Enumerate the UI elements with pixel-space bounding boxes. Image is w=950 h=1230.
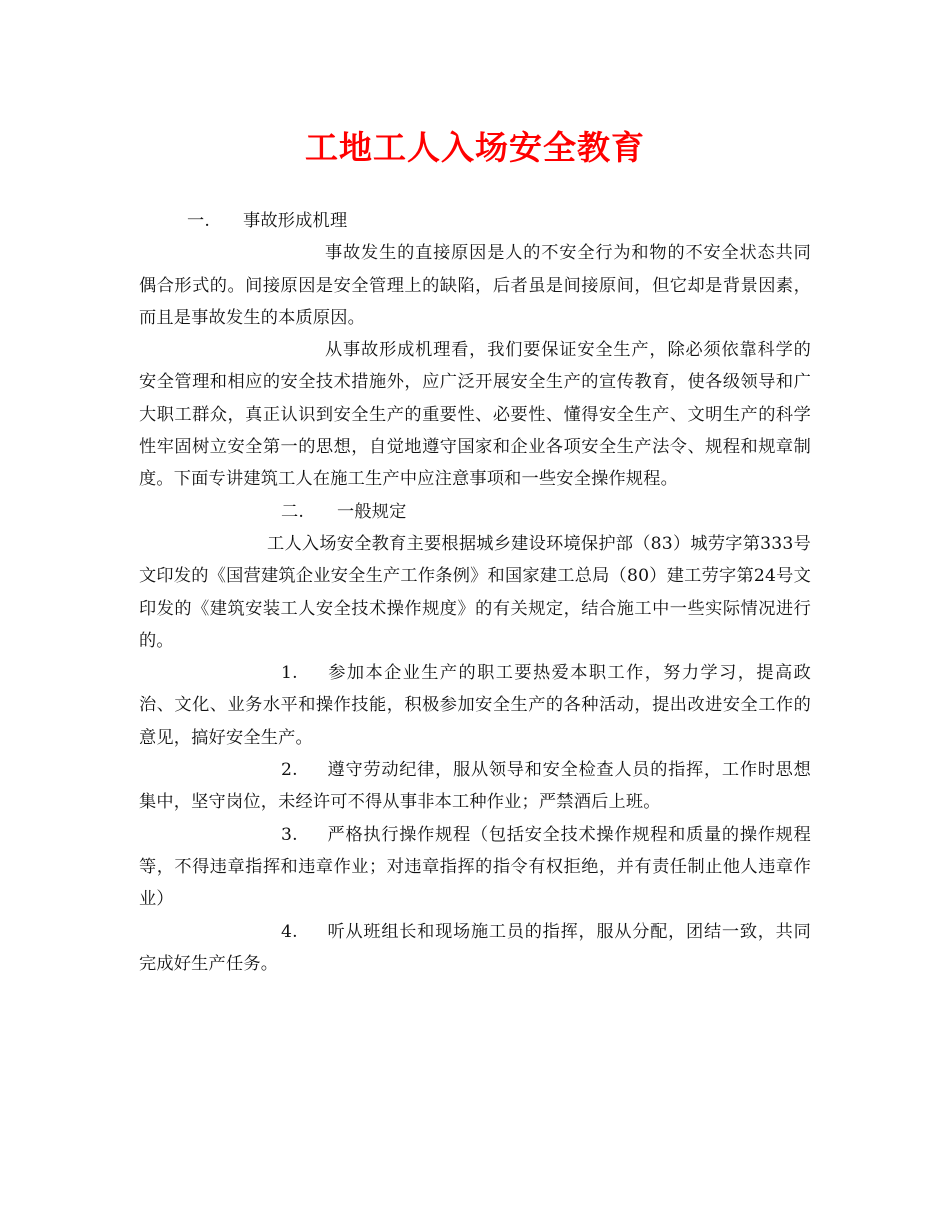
- rule-item-3: [139, 819, 811, 916]
- rule-item-number: 2.: [281, 760, 298, 781]
- rule-item-2: [139, 754, 811, 819]
- section-2-intro: 工人入场安全教育主要根据城乡建设环境保护部（83）城劳字第333号文印发的《国营建筑企业安全生产工作条例》和国家建工总局（80）建工劳字第24号文印发的《建筑安装工人安全技术操作规度》的有关规定，结合施工中一些实际情况进行的。: [139, 533, 811, 651]
- section-1-paragraph-1: 事故发生的直接原因是人的不安全行为和物的不安全状态共同偶合形式的。间接原因是安全管理上的缺陷，后者虽是间接原间，但它却是背景因素，而且是事故发生的本质原因。: [139, 243, 811, 328]
- section-2-number: 二.: [281, 501, 305, 522]
- rule-item-number: 3.: [281, 824, 298, 845]
- rule-item-number: 1.: [281, 663, 298, 684]
- section-1-heading: [139, 205, 811, 237]
- rule-item-text: 参加本企业生产的职工要热爱本职工作，努力学习，提高政治、文化、业务水平和操作技能，积极参加安全生产的各种活动，提出改进安全工作的意见，搞好安全生产。: [139, 663, 811, 748]
- rule-item-number: 4.: [281, 921, 298, 942]
- rule-item-1: [139, 657, 811, 754]
- section-1-number: 一.: [187, 211, 211, 231]
- rule-item-text: 遵守劳动纪律，服从领导和安全检查人员的指挥，工作时思想集中，坚守岗位，未经许可不得从事非本工种作业；严禁酒后上班。: [139, 760, 811, 813]
- section-2-heading: [139, 496, 811, 528]
- document-body: [139, 205, 811, 980]
- rule-item-text: 严格执行操作规程（包括安全技术操作规程和质量的操作规程等，不得违章指挥和违章作业；对违章指挥的指令有权拒绝，并有责任制止他人违章作业）: [139, 824, 811, 910]
- section-1-paragraph-2: 从事故形成机理看，我们要保证安全生产，除必须依靠科学的安全管理和相应的安全技术措施外，应广泛开展安全生产的宣传教育，使各级领导和广大职工群众，真正认识到安全生产的重要性、必要性、懂得安全生产、文明生产的科学性牢固树立安全第一的思想，自觉地遵守国家和企业各项安全生产法令、规程和规章制度。下面专讲建筑工人在施工生产中应注意事项和一些安全操作规程。: [139, 340, 811, 490]
- section-1-title: 事故形成机理: [243, 211, 348, 231]
- rule-item-text: 听从班组长和现场施工员的指挥，服从分配，团结一致，共同完成好生产任务。: [139, 921, 811, 974]
- rule-item-4: [139, 916, 811, 981]
- section-2-title: 一般规定: [337, 501, 407, 522]
- document-title: 工地工人入场安全教育: [305, 128, 645, 167]
